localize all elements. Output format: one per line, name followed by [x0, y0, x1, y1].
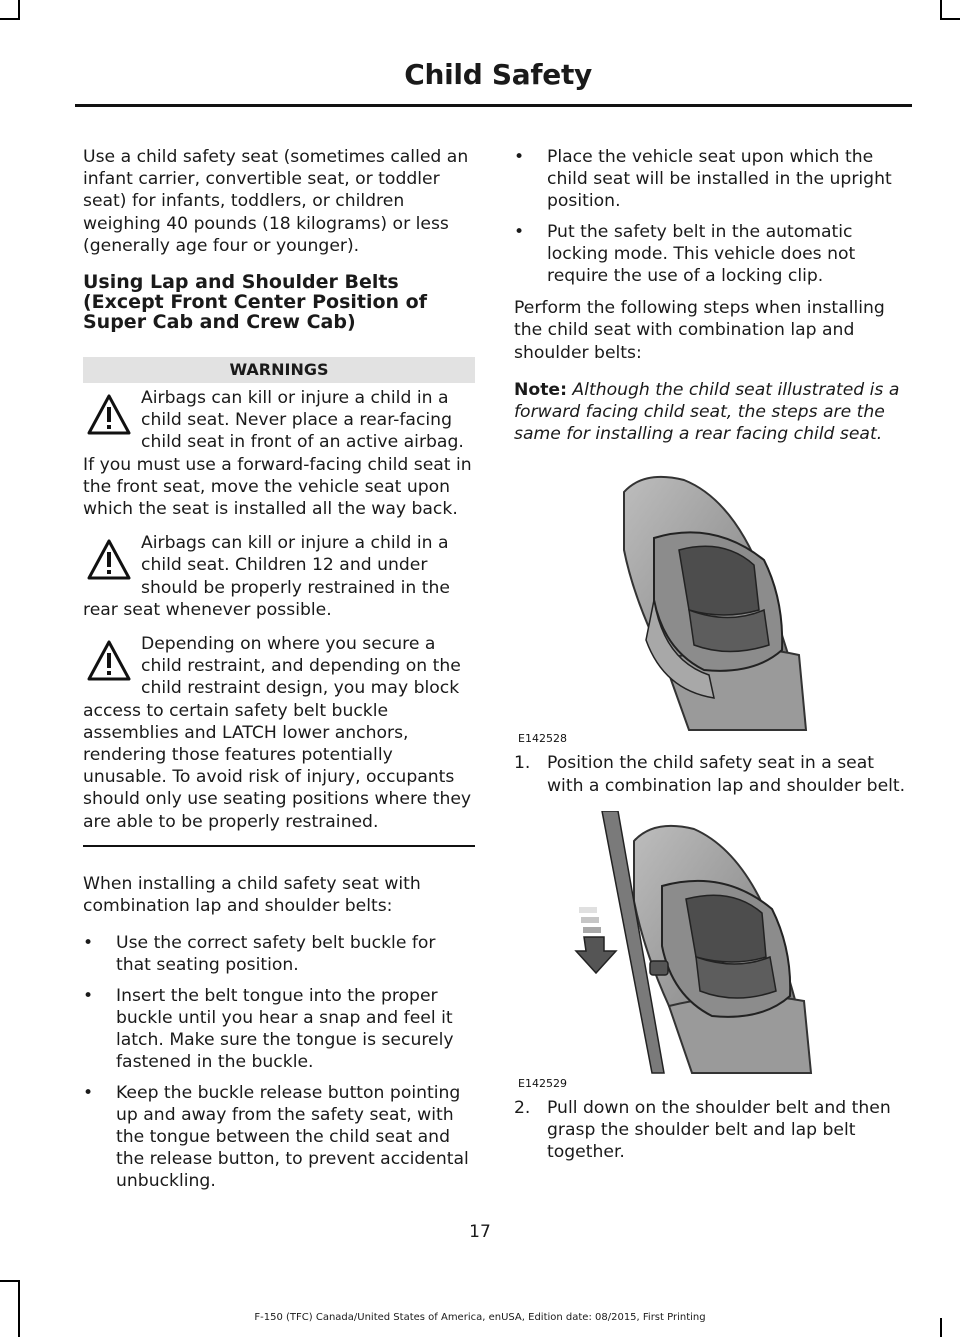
note: [514, 379, 910, 446]
crop-mark: [18, 1280, 20, 1337]
warning-item: [83, 633, 475, 833]
crop-mark: [940, 18, 960, 20]
pull-belt-illustration: [514, 811, 910, 1089]
figure-code: E142528: [518, 732, 567, 746]
right-column: [514, 146, 910, 1177]
seat-bullets: [514, 146, 910, 287]
list-item-text: Insert the belt tongue into the proper buckle until you hear a snap and feel it latch. Make sure the tongue is securely fastened in the buckle.: [116, 985, 454, 1073]
crop-mark: [18, 0, 20, 20]
warning-item: [83, 387, 475, 520]
note-text: Although the child seat illustrated is a forward facing child seat, the steps are the same for installing a rear facing child seat.: [514, 379, 900, 445]
step-text: Pull down on the shoulder belt and then grasp the shoulder belt and lap belt together.: [547, 1097, 891, 1163]
list-item-text: Keep the buckle release button pointing up and away from the safety seat, with the tongue between the child seat and the release button, to prevent accidental unbuckling.: [116, 1082, 469, 1192]
bullet-glyph: •: [514, 221, 525, 242]
note-label: Note:: [514, 379, 567, 400]
list-item: [83, 1082, 475, 1193]
crop-mark: [940, 0, 942, 20]
list-item: [514, 221, 910, 288]
warnings-divider: [83, 845, 475, 847]
warning-item: [83, 532, 475, 621]
figure-code: E142529: [518, 1076, 567, 1090]
figure-child-seat: [514, 460, 910, 744]
step-number: 1.: [514, 753, 531, 774]
steps-intro: Perform the following steps when installing the child seat with combination lap and shoulder belts:: [514, 298, 885, 363]
crop-mark: [0, 18, 20, 20]
warning-triangle-icon: [87, 393, 131, 437]
warning-triangle-icon: [87, 639, 131, 683]
step-number: 2.: [514, 1097, 531, 1118]
figure-pull-belt: [514, 811, 910, 1089]
bullet-glyph: •: [83, 933, 94, 954]
list-item-text: Place the vehicle seat upon which the child seat will be installed in the upright position.: [547, 147, 892, 212]
page-title: Child Safety: [404, 58, 592, 91]
bullet-glyph: •: [83, 985, 94, 1006]
step-item: [514, 752, 910, 796]
child-seat-illustration: [514, 460, 910, 744]
list-item-text: Put the safety belt in the automatic locking mode. This vehicle does not require the use of a locking clip.: [547, 221, 856, 287]
header-rule: [75, 104, 912, 107]
warning-text: Airbags can kill or injure a child in a child seat. Children 12 and under should be properly restrained in the rear seat whenever possible.: [83, 533, 450, 620]
list-item-text: Use the correct safety belt buckle for that seating position.: [116, 933, 436, 976]
page-number: 17: [469, 1222, 491, 1242]
step-item: [514, 1097, 910, 1164]
section-heading: Using Lap and Shoulder Belts (Except Front Center Position of Super Cab and Crew Cab): [83, 271, 427, 334]
warning-text: Depending on where you secure a child restraint, and depending on the child restraint design, you may block access to certain safety belt buckle assemblies and LATCH lower anchors, rendering those features potentially unusable. To avoid risk of injury, occupants should only use seating positions where they are able to be properly restrained.: [83, 634, 472, 832]
list-item: [514, 146, 910, 213]
list-item: [83, 985, 475, 1074]
step-text: Position the child safety seat in a seat with a combination lap and shoulder belt.: [547, 753, 906, 796]
intro-paragraph: Use a child safety seat (sometimes called an infant carrier, convertible seat, or toddler seat) for infants, toddlers, or children weighing 40 pounds (18 kilograms) or less (generally age four or younger).: [83, 147, 469, 256]
install-bullets: [83, 932, 475, 1192]
warning-text: Airbags can kill or injure a child in a child seat. Never place a rear-facing child seat in front of an active airbag. If you must use a forward-facing child seat in the front seat, move the vehicle seat upon which the seat is installed all the way back.: [83, 388, 472, 520]
pull-down-arrow-icon: [576, 907, 616, 973]
install-intro: When installing a child safety seat with combination lap and shoulder belts:: [83, 873, 421, 917]
list-item: [83, 932, 475, 976]
left-column: [83, 146, 475, 1203]
warnings-title: WARNINGS: [83, 357, 475, 383]
warning-triangle-icon: [87, 538, 131, 582]
bullet-glyph: •: [514, 147, 525, 167]
footer-edition: F-150 (TFC) Canada/United States of America, enUSA, Edition date: 08/2015, First Printing: [254, 1312, 706, 1323]
crop-mark: [0, 1280, 20, 1282]
bullet-glyph: •: [83, 1082, 94, 1103]
